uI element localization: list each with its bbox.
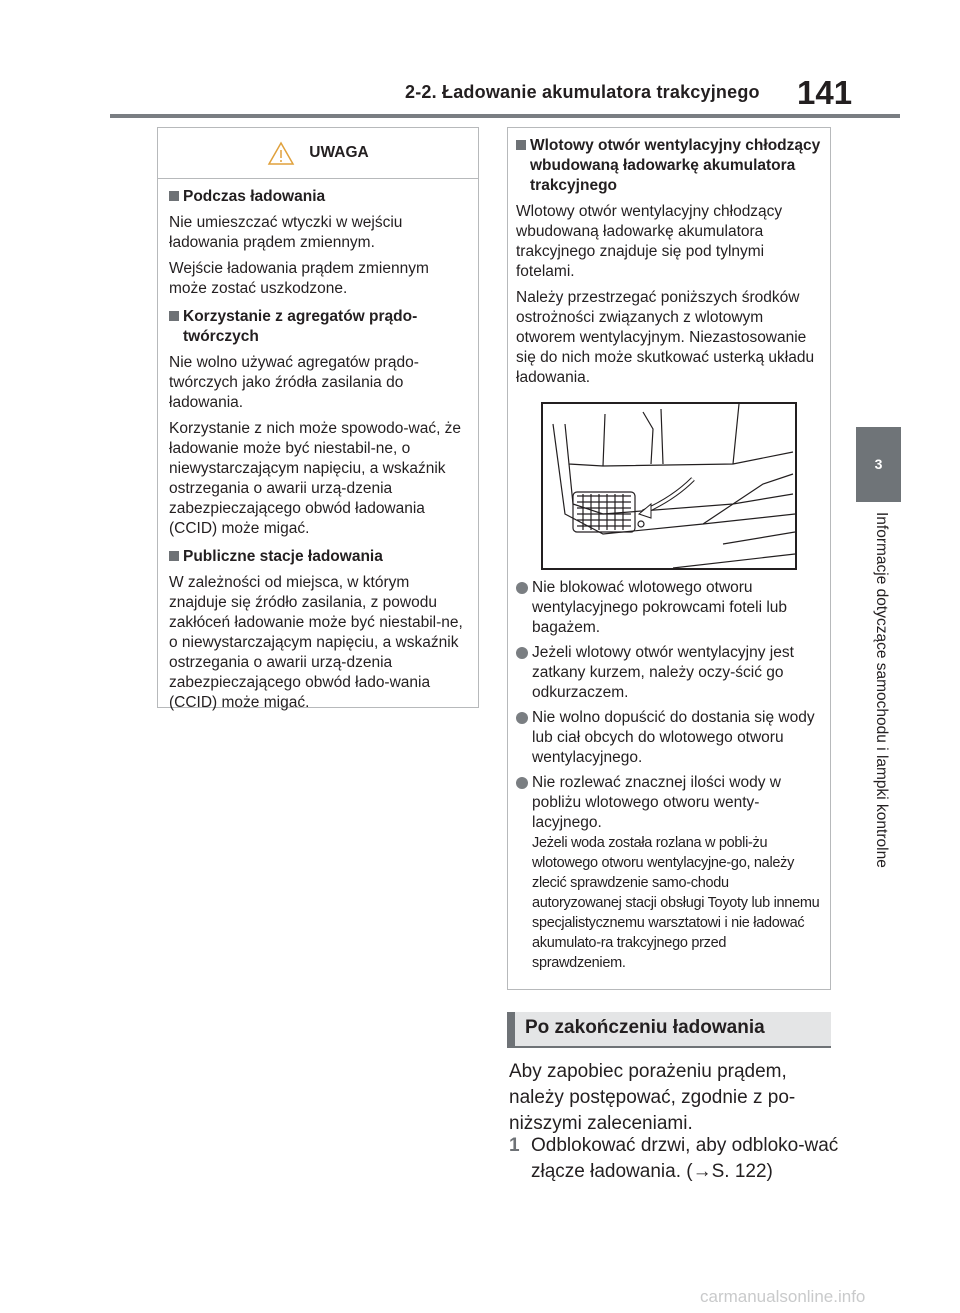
- vent-note: Jeżeli woda została rozlana w pobli-żu wlotowego otworu wentylacyjne-go, należy zlecić sprawdzenie samo-chodu autoryzowanej stacji obsługi Toyoty lub innemu specjalistycznemu warsztatowi i nie ładować akumulato-ra trakcyjnego przed sprawdzeniem.: [532, 835, 820, 971]
- vent-bullet-text: Nie wolno dopuścić do dostania się wody lub ciał obcych do wlotowego otworu wentylacyjnego.: [532, 709, 815, 766]
- watermark: carmanualsonline.info: [700, 1287, 866, 1306]
- vent-bullet: [516, 578, 822, 638]
- vent-section: [516, 136, 822, 388]
- vent-bullet-text: Nie blokować wlotowego otworu wentylacyjnego pokrowcami foteli lub bagażem.: [532, 579, 788, 636]
- square-bullet-icon: [169, 551, 179, 561]
- vent-illustration: [541, 402, 797, 570]
- vent-bullet: [516, 773, 822, 973]
- page-number: 141: [797, 74, 853, 111]
- vent-bullet-text: Nie rozlewać znacznej ilości wody w pobliżu wlotowego otworu wenty-lacyjnego.: [532, 774, 781, 831]
- section-heading: [507, 1012, 831, 1048]
- chapter-label: Informacje dotyczące samochodu i lampki kontrolne: [873, 512, 890, 868]
- chapter-tab: 3: [856, 427, 901, 502]
- square-bullet-icon: [169, 191, 179, 201]
- warning-paragraph: Nie wolno używać agregatów prądo-twórczych jako źródła zasilania do ładowania.: [169, 354, 419, 411]
- circle-bullet-icon: [516, 582, 528, 594]
- section-accent: [507, 1012, 515, 1048]
- vent-bullet: [516, 708, 822, 768]
- circle-bullet-icon: [516, 647, 528, 659]
- vent-title: Wlotowy otwór wentylacyjny chłodzący wbudowaną ładowarkę akumulatora trakcyjnego: [530, 137, 821, 194]
- warning-heading: UWAGA: [309, 144, 369, 161]
- vent-box: [507, 127, 831, 990]
- after-charging-intro: Aby zapobiec porażeniu prądem, należy postępować, zgodnie z po-niższymi zaleceniami.: [509, 1061, 796, 1134]
- circle-bullet-icon: [516, 777, 528, 789]
- warning-section-title: Korzystanie z agregatów prądo-twórczych: [183, 308, 418, 345]
- square-bullet-icon: [169, 311, 179, 321]
- vent-bullet: [516, 643, 822, 703]
- warning-section: [169, 547, 467, 713]
- circle-bullet-icon: [516, 712, 528, 724]
- step-item: [509, 1133, 839, 1185]
- warning-section-title: Publiczne stacje ładowania: [183, 548, 383, 565]
- warning-section: [169, 187, 467, 299]
- warning-header: [158, 128, 478, 179]
- warning-paragraph: W zależności od miejsca, w którym znajduje się źródło zasilania, z powodu zakłóceń ładowanie może być niestabil-ne, o niewystarczającym napięciu, a wskaźnik ostrzegania o awarii urzą-dzenia zabezpieczającego obwód łado-wania (CCID) może migać.: [169, 574, 463, 711]
- warning-triangle-icon: [267, 141, 295, 166]
- vent-bullet-text: Jeżeli wlotowy otwór wentylacyjny jest zatkany kurzem, należy oczy-ścić go odkurzaczem.: [532, 644, 794, 701]
- step-text: Odblokować drzwi, aby odbloko-wać złącze ładowania. (→S. 122): [531, 1135, 839, 1182]
- rear-seat-vent-illustration: [543, 404, 795, 568]
- step-number: 1: [509, 1135, 520, 1156]
- warning-paragraph: Korzystanie z nich może spowodo-wać, że ładowanie może być niestabil-ne, o niewystarczającym napięciu, a wskaźnik ostrzegania o awarii urzą-dzenia zabezpieczającego obwód ładowania (CCID) może migać.: [169, 420, 462, 537]
- section-heading-label: Po zakończeniu ładowania: [525, 1017, 765, 1038]
- warning-section: [169, 307, 467, 539]
- square-bullet-icon: [516, 140, 526, 150]
- header-rule: [110, 114, 900, 118]
- warning-paragraph: Wejście ładowania prądem zmiennym może zostać uszkodzone.: [169, 260, 429, 297]
- warning-section-title: Podczas ładowania: [183, 188, 326, 205]
- section-title: 2-2. Ładowanie akumulatora trakcyjnego: [405, 82, 760, 102]
- vent-paragraph: Wlotowy otwór wentylacyjny chłodzący wbudowaną ładowarkę akumulatora trakcyjnego znajduje się pod tylnymi fotelami.: [516, 203, 783, 280]
- warning-box: [157, 127, 479, 711]
- warning-paragraph: Nie umieszczać wtyczki w wejściu ładowania prądem zmiennym.: [169, 214, 403, 251]
- vent-paragraph: Należy przestrzegać poniższych środków ostrożności związanych z wlotowym otworem wentylacyjnym. Niezastosowanie się do nich może skutkować usterką układu ładowania.: [516, 289, 815, 386]
